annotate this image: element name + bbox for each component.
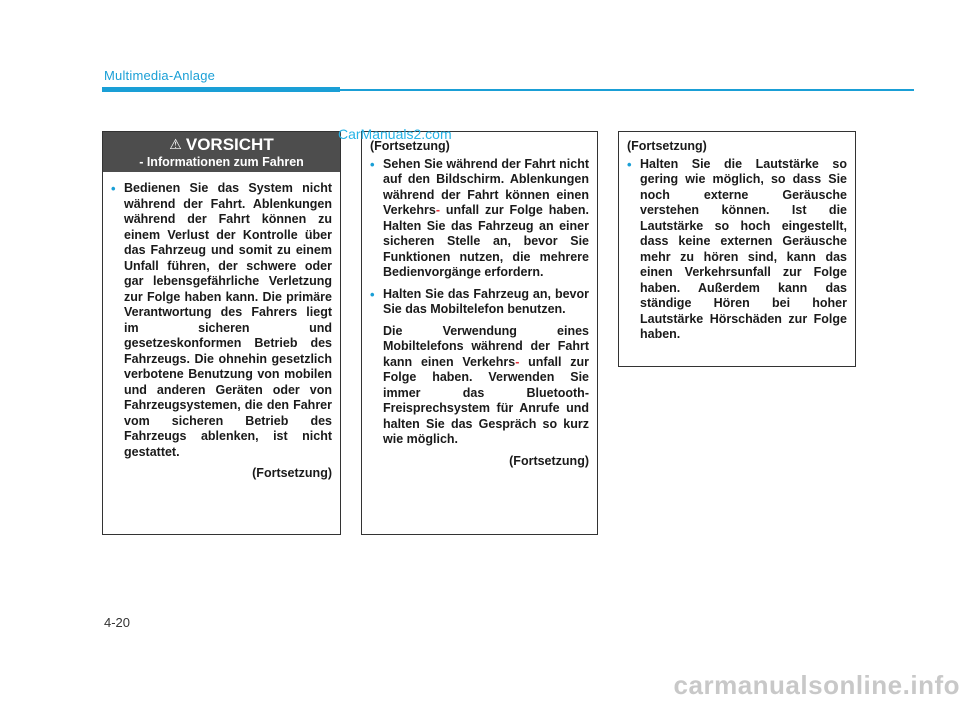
warning-triangle-icon: ⚠ [169,136,182,152]
bullet-text: Sehen Sie während der Fahrt nicht auf den Bildschirm. Ablenkungen während der Fahrt können einen Verkehrs [383,156,589,217]
bullet-item: • Bedienen Sie das System nicht während der Fahrt. Ablenkungen während der Fahrt können zu einem Verlust der Kontrolle über das Fahrzeug und somit zu einem Unfall führen, der schwere oder gar lebensgefährliche Verletzung zur Folge haben kann. Die primäre Verantwortung des Fahrers liegt im sicheren und gesetzeskonformen Betrieb des Fahrzeugs. Die ohnehin gesetzlich verbotene Benutzung von mobilen und anderen Geräten oder von Fahrzeugsystemen, die den Fahrer vom sicheren Betrieb des Fahrzeugs ablenken, ist nicht gestattet. [111,181,332,460]
caution-header [103,132,340,172]
footer-watermark-url: carmanualsonline.info [673,670,960,700]
section-title: Multimedia-Anlage [104,68,216,83]
continued-note: (Fortsetzung) [252,466,332,480]
continuation-box-2 [618,131,856,367]
caution-subtitle: - Informationen zum Fahren [139,155,304,169]
caution-title-text: VORSICHT [185,135,274,154]
continuation-content-1 [362,132,597,469]
continuation-content-2 [619,132,855,343]
page-number: 4-20 [104,615,131,630]
paragraph-text: unfall zur Folge haben. Verwenden Sie immer das Bluetooth-Freisprechsystem für Anrufe und halten Sie das Gespräch so kurz wie möglich. [383,354,589,446]
bullet-item: • Halten Sie das Fahrzeug an, bevor Sie das Mobiltelefon benutzen. [370,287,589,318]
continued-label: (Fortsetzung) [627,139,707,153]
bullet-text: unfall zur Folge haben. Halten Sie das Fahrzeug an einer sicheren Stelle an, bevor Sie Funktionen nutzen, die mehrere Bedienvorgänge erfordern. [383,203,589,279]
hyphen-mark: - [515,354,520,369]
paragraph-text: Die Verwendung eines Mobiltelefons während der Fahrt kann einen Verkehrs [383,323,589,369]
header-rule-thin [340,89,914,91]
hyphen-mark: - [435,203,440,217]
continued-note: (Fortsetzung) [509,453,589,468]
header-rule-thick [102,87,340,92]
continued-label: (Fortsetzung) [370,139,450,153]
continuation-box-1 [361,131,598,535]
paragraph [370,324,589,448]
caution-content [103,172,340,482]
bullet-item: • Halten Sie die Lautstärke so gering wie möglich, so dass Sie noch externe Geräusche verstehen können. Ist die Lautstärke so hoch eingestellt, dass keine externen Geräusche mehr zu hören sind, kann das einen Verkehrsunfall zur Folge haben. Außerdem kann das ständige Hören bei hoher Lautstärke Hörschäden zur Folge haben. [627,157,847,343]
watermark-text: CarManuals2.com [338,126,452,142]
caution-box [102,131,341,535]
caution-title [103,135,340,154]
bullet-item [370,157,589,281]
